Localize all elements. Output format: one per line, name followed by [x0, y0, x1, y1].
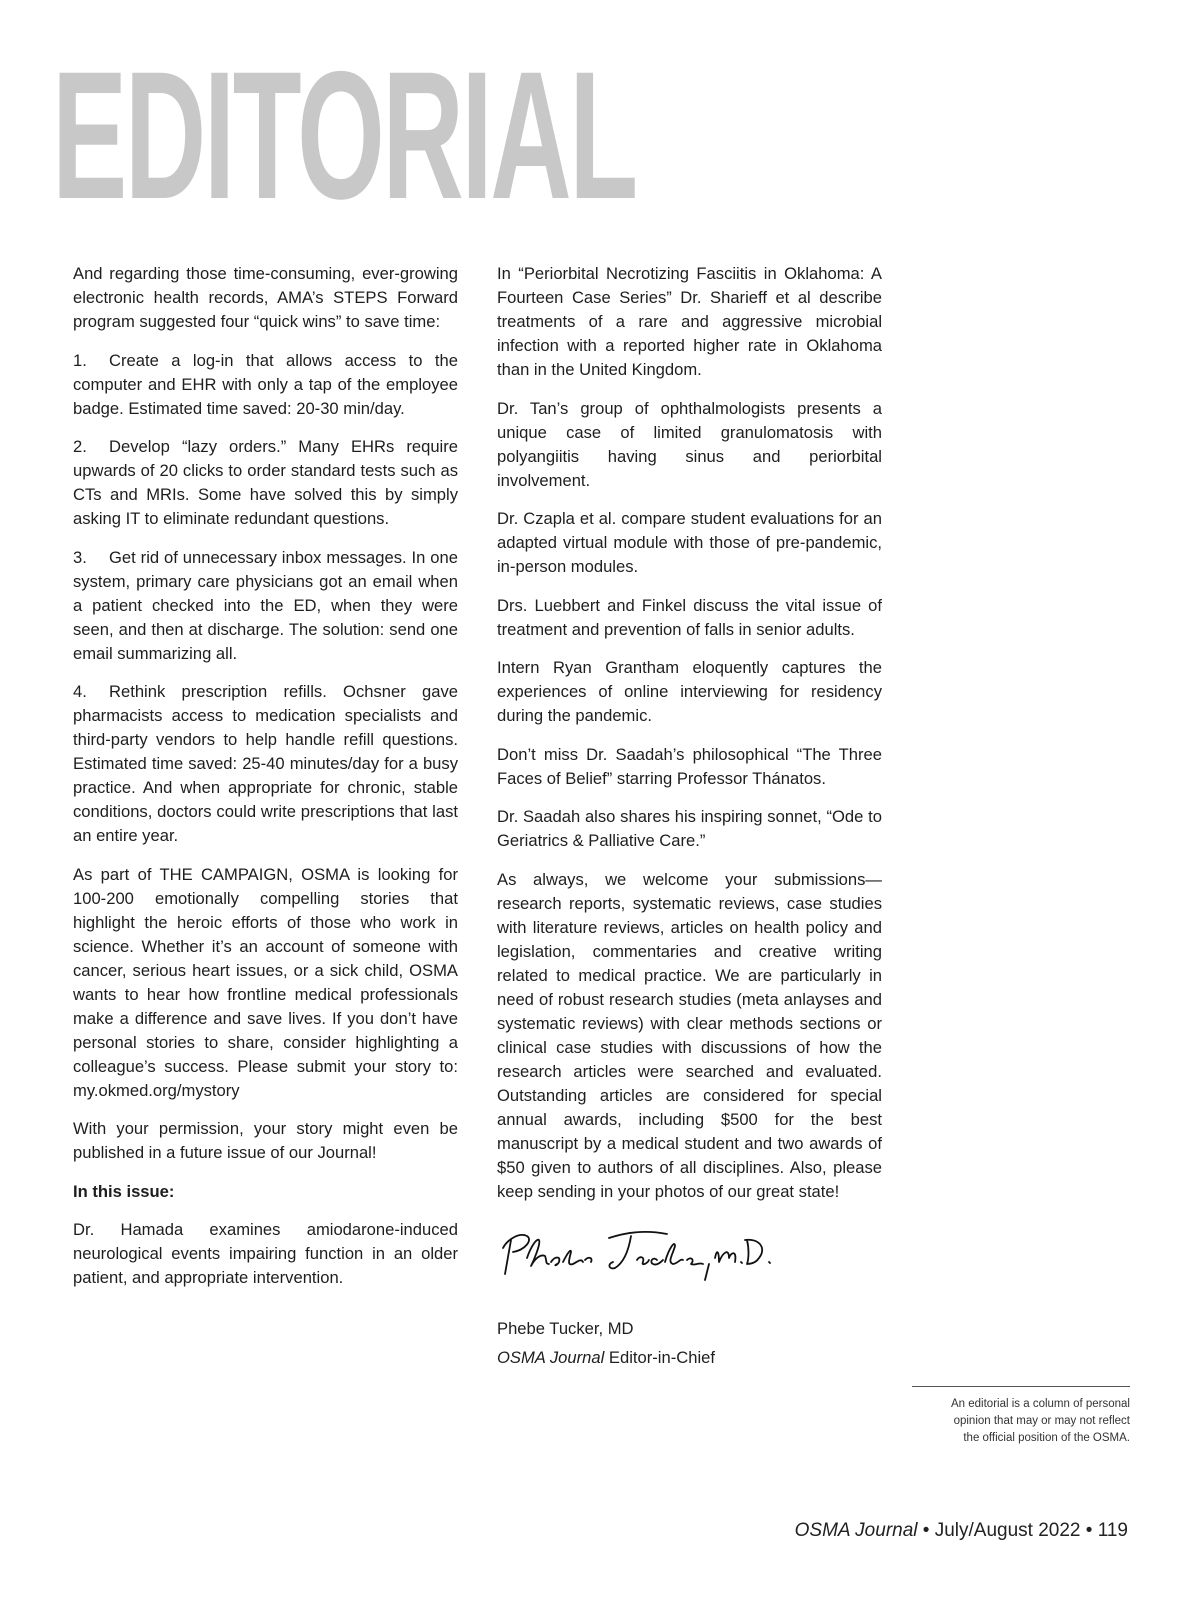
signer-journal: OSMA Journal — [497, 1348, 605, 1367]
disclaimer-divider — [912, 1386, 1130, 1387]
list-item-text: Develop “lazy orders.” Many EHRs require upwards of 20 clicks to order standard tests such as CTs and MRIs. Some have solved this by simply asking IT to eliminate redundant questions. — [73, 437, 458, 528]
footer-separator: • — [922, 1520, 930, 1541]
hamada-paragraph: Dr. Hamada examines amiodarone-induced neurological events impairing function in an older patient, and appropriate intervention. — [73, 1220, 458, 1287]
in-this-issue-heading: In this issue: — [73, 1181, 175, 1201]
quick-win-1 — [73, 349, 458, 421]
list-number: 2. — [73, 437, 87, 456]
ehr-intro-paragraph: And regarding those time-consuming, ever-growing electronic health records, AMA’s STEPS Forward program suggested four “quick wins” to save time: — [73, 264, 458, 331]
disclaimer-line: opinion that may or may not reflect — [953, 1415, 1130, 1427]
list-item-text: Create a log-in that allows access to the computer and EHR with only a tap of the employee badge. Estimated time saved: 20-30 min/day. — [73, 350, 458, 418]
quick-win-4 — [73, 680, 458, 848]
disclaimer-note — [902, 1396, 1130, 1447]
submissions-paragraph: As always, we welcome your submissions—research reports, systematic reviews, case studies with literature reviews, articles on health policy and legislation, commentaries and creative writing related to medical practice. We are particularly in need of robust research studies (meta anlayses and systematic reviews) with clear methods sections or clinical case studies with discussions of how the research articles were searched and evaluated. Outstanding articles are considered for special annual awards, including $500 for the best manuscript by a medical student and two awards of $50 given to authors of all disciplines. Also, please keep sending in your photos of our great state! — [497, 869, 882, 1201]
page-number: 119 — [1097, 1520, 1128, 1541]
signer-block — [497, 1314, 882, 1372]
list-number: 4. — [73, 682, 87, 701]
list-number: 1. — [73, 350, 87, 370]
left-column — [73, 262, 458, 1305]
signer-role: Editor-in-Chief — [608, 1348, 715, 1367]
disclaimer-line: the official position of the OSMA. — [963, 1432, 1130, 1444]
page-title: EDITORIAL — [52, 33, 636, 237]
footer-separator: • — [1085, 1520, 1093, 1541]
quick-win-3 — [73, 546, 458, 666]
page-footer — [795, 1520, 1128, 1542]
campaign-paragraph: As part of THE CAMPAIGN, OSMA is looking for 100-200 emotionally compelling stories that highlight the heroic efforts of those who work in science. Whether it’s an account of someone with cancer, serious heart issues, or a sick child, OSMA wants to hear how frontline medical professionals make a difference and save lives. If you don’t have personal stories to share, consider highlighting a colleague’s success. Please submit your story to: my.okmed.org/mystory — [73, 864, 458, 1100]
list-item-text: Rethink prescription refills. Ochsner gave pharmacists access to medication specialists and third-party vendors to help handle refill questions. Estimated time saved: 25-40 minutes/day for a busy practice. And when appropriate for chronic, stable conditions, doctors could write prescriptions that last an entire year. — [73, 682, 458, 845]
footer-journal: OSMA Journal — [794, 1520, 918, 1541]
list-item-text: Get rid of unnecessary inbox messages. In one system, primary care physicians got an email when a patient checked into the ED, when they were seen, and then at discharge. The solution: send one email summarizing all. — [73, 547, 458, 663]
signer-title — [497, 1343, 882, 1372]
right-column — [497, 262, 882, 1372]
signer-name: Phebe Tucker, MD — [497, 1319, 634, 1338]
quick-win-2 — [73, 435, 458, 531]
czapla-paragraph: Dr. Czapla et al. compare student evaluations for an adapted virtual module with those of pre-pandemic, in-person modules. — [497, 509, 882, 576]
sharieff-paragraph: In “Periorbital Necrotizing Fasciitis in Oklahoma: A Fourteen Case Series” Dr. Sharieff et al describe treatments of a rare and aggressive microbial infection with a reported higher rate in Oklahoma than in the United Kingdom. — [497, 264, 882, 379]
saadah-sonnet-paragraph: Dr. Saadah also shares his inspiring sonnet, “Ode to Geriatrics & Palliative Care.” — [497, 807, 882, 850]
permission-paragraph: With your permission, your story might even be published in a future issue of our Journal! — [73, 1119, 458, 1162]
footer-issue: July/August 2022 — [934, 1520, 1081, 1541]
tan-paragraph: Dr. Tan’s group of ophthalmologists presents a unique case of limited granulomatosis with polyangiitis having sinus and periorbital involvement. — [497, 398, 882, 490]
list-number: 3. — [73, 547, 87, 567]
handwritten-signature — [497, 1218, 777, 1292]
saadah-belief-paragraph: Don’t miss Dr. Saadah’s philosophical “The Three Faces of Belief” starring Professor Thánatos. — [497, 744, 882, 788]
disclaimer-line: An editorial is a column of personal — [951, 1398, 1130, 1410]
luebbert-finkel-paragraph: Drs. Luebbert and Finkel discuss the vital issue of treatment and prevention of falls in senior adults. — [497, 595, 882, 639]
grantham-paragraph: Intern Ryan Grantham eloquently captures the experiences of online interviewing for residency during the pandemic. — [497, 658, 882, 725]
